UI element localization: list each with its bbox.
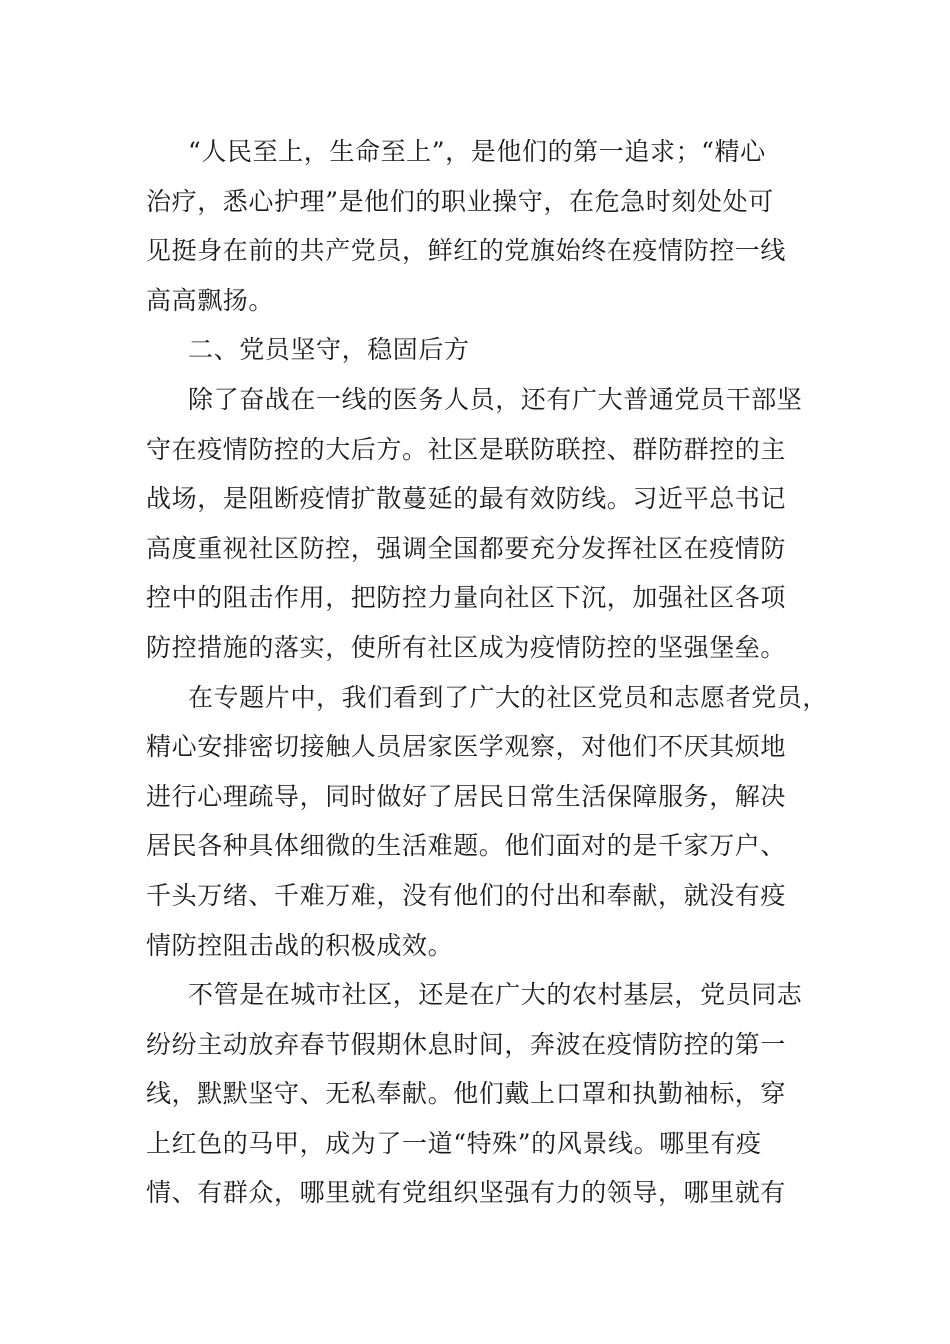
text-line: 在专题片中，我们看到了广大的社区党员和志愿者党员， [188, 682, 829, 712]
paragraph-1 [146, 127, 814, 325]
paragraph-5 [146, 970, 814, 1218]
text-line: 情、有群众，哪里就有党组织坚强有力的领导，哪里就有 [146, 1178, 787, 1208]
text-line: 情防控阻击战的积极成效。 [146, 930, 454, 960]
text-line: 见挺身在前的共产党员，鲜红的党旗始终在疫情防控一线 [146, 236, 787, 266]
text-line: 除了奋战在一线的医务人员，还有广大普通党员干部坚 [188, 384, 803, 414]
text-line: 战场，是阻断疫情扩散蔓延的最有效防线。习近平总书记 [146, 484, 787, 514]
text-line: 高高飘扬。 [146, 285, 275, 315]
text-line: 防控措施的落实，使所有社区成为疫情防控的坚强堡垒。 [146, 632, 787, 662]
paragraph-3 [146, 375, 814, 673]
text-line: 线，默默坚守、无私奉献。他们戴上口罩和执勤袖标，穿 [146, 1079, 787, 1109]
text-line: 控中的阻击作用，把防控力量向社区下沉，加强社区各项 [146, 583, 787, 613]
text-line: 治疗，悉心护理”是他们的职业操守，在危急时刻处处可 [146, 186, 774, 216]
heading-line: 二、党员坚守，稳固后方 [188, 335, 470, 365]
text-line: 进行心理疏导，同时做好了居民日常生活保障服务，解决 [146, 781, 787, 811]
paragraph-4 [146, 673, 829, 971]
text-line: 纷纷主动放弃春节假期休息时间，奔波在疫情防控的第一 [146, 1029, 787, 1059]
text-line: 高度重视社区防控，强调全国都要充分发挥社区在疫情防 [146, 533, 787, 563]
text-line: 上红色的马甲，成为了一道“特殊”的风景线。哪里有疫 [146, 1128, 762, 1158]
text-line: 精心安排密切接触人员居家医学观察，对他们不厌其烦地 [146, 732, 787, 762]
document-body [146, 127, 829, 1218]
text-line: 千头万绪、千难万难，没有他们的付出和奉献，就没有疫 [146, 880, 787, 910]
text-line: 不管是在城市社区，还是在广大的农村基层，党员同志 [188, 980, 803, 1010]
section-heading [146, 325, 814, 375]
text-line: “人民至上，生命至上”，是他们的第一追求；“精心 [188, 137, 766, 166]
text-line: 守在疫情防控的大后方。社区是联防联控、群防群控的主 [146, 434, 787, 464]
text-line: 居民各种具体细微的生活难题。他们面对的是千家万户、 [146, 831, 787, 861]
